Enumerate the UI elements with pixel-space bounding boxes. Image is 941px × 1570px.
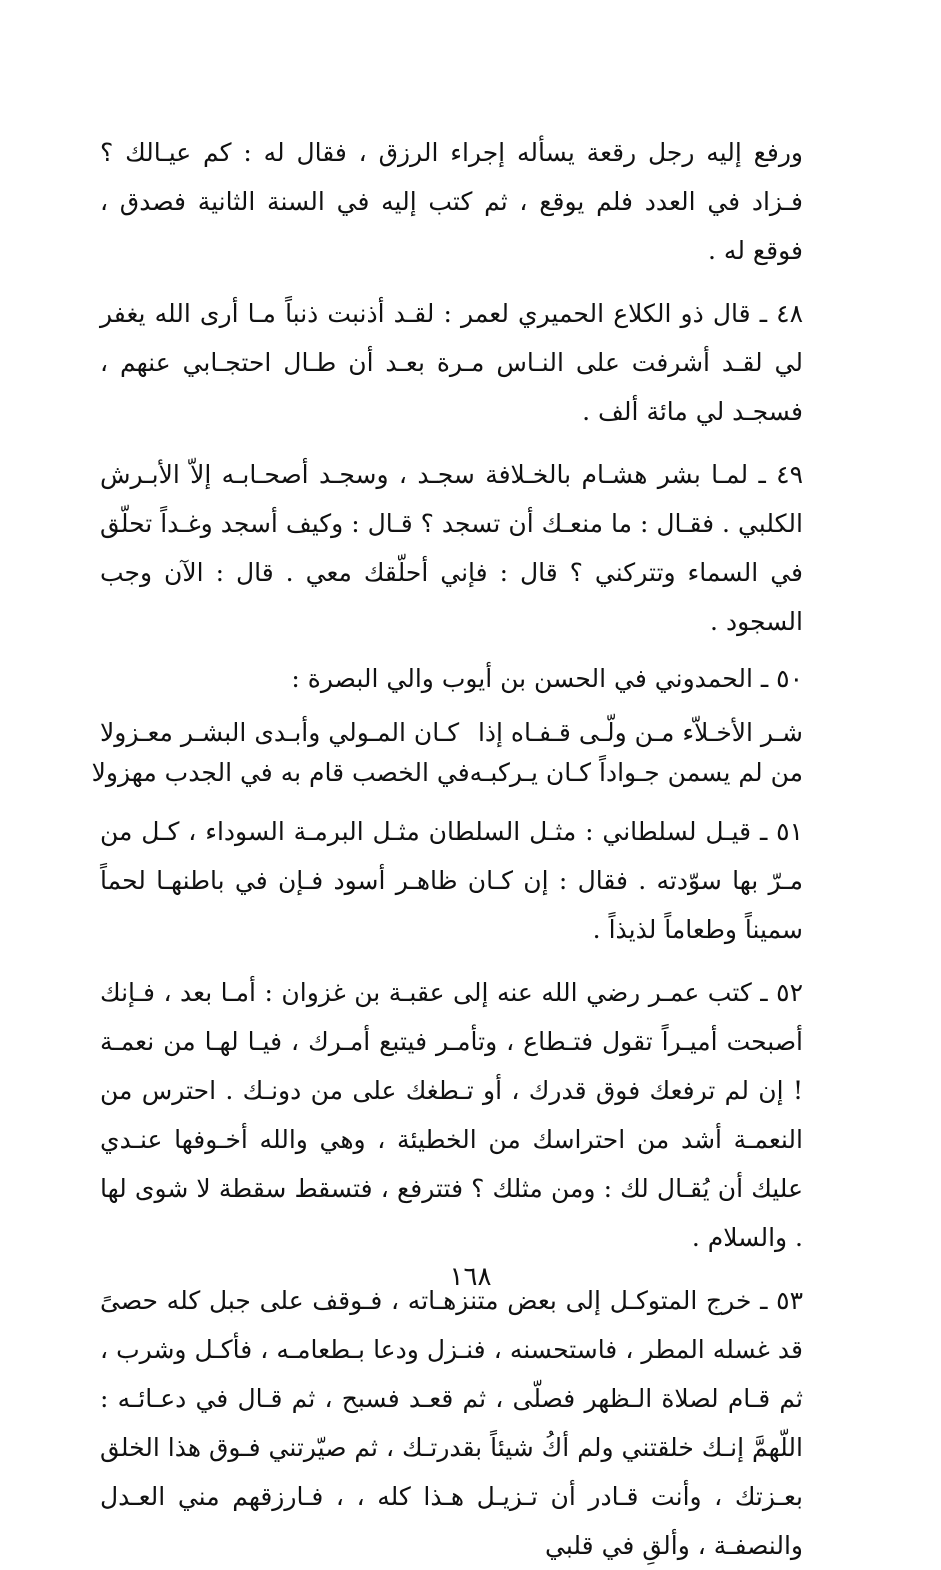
verse-2-first-hemistich: من لم يسمن جـواداً كـان يـركبـه — [469, 758, 803, 787]
page-number: ١٦٨ — [449, 1262, 492, 1292]
poem — [91, 713, 803, 793]
paragraph-request-anecdote: ورفع إليه رجل رقعة يسأله إجراء الرزق ، فقال له : كم عيـالك ؟ فـزاد في العدد فلم يوقع ، ثم كتب إليه في السنة الثانية فصدق ، فوقع له . — [100, 138, 803, 265]
page-body — [91, 128, 803, 1570]
paragraph-51: ٥١ ـ قيـل لسلطاني : مثـل السلطان مثـل البرمـة السوداء ، كـل من مـرّ بها سوّدته . فقال : إن كـان ظاهـر أسود فـإن في باطنهـا لحماً سميناً وطعاماً لذيذاً . — [100, 817, 803, 944]
verse-1-first-hemistich: شـر الأخـلاّء مـن ولّـى قـفـاه إذا — [477, 718, 803, 747]
poem-verse-2 — [91, 753, 803, 793]
poem-verse-1 — [100, 713, 803, 753]
paragraph-49: ٤٩ ـ لمـا بشر هشـام بالخـلافة سجـد ، وسجـد أصحـابـه إلاّ الأبـرش الكلبي . فقـال : ما منعـك أن تسجد ؟ قـال : وكيف أسجد وغـداً تحلّق في السماء وتتركني ؟ قال : فإني أحلّقك معي . قال : الآن وجب السجود . — [100, 460, 803, 636]
verse-2-second-hemistich: في الخصب قام به في الجدب مهزولا — [91, 758, 470, 787]
paragraph-48: ٤٨ ـ قال ذو الكلاع الحميري لعمر : لقـد أذنبت ذنباً مـا أرى الله يغفر لي لقـد أشرفت على النـاس مـرة بعـد أن طـال احتجـابي عنهم ، فسجـد لي مائة ألف . — [100, 299, 803, 426]
paragraph-53: ٥٣ ـ خرج المتوكـل إلى بعض متنزهـاته ، فـوقف على جبل كله حصىً قد غسله المطر ، فاستحسنه ، فنـزل ودعا بـطعامـه ، فأكـل وشرب ، ثم قـام لصلاة الـظهر فصلّى ، ثم قعـد فسبح ، ثم قـال في دعـائـه : اللّهمَّ إنـك خلقتني ولم أكُ شيئاً بقدرتـك ، ثم صيّرتني فـوق هذا الخلق بعـزتك ، وأنت قـادر أن تـزيـل هـذا كله ، ، فـارزقهم مني العـدل والنصفـة ، وألقِ في قلبي — [100, 1286, 803, 1560]
paragraph-50-intro: ٥٠ ـ الحمدوني في الحسن بن أيوب والي البصرة : — [291, 664, 803, 693]
verse-1-second-hemistich: كـان المـولي وأبـدى البشـر معـزولا — [100, 718, 460, 747]
paragraph-52: ٥٢ ـ كتب عمـر رضي الله عنه إلى عقبـة بن غزوان : أمـا بعد ، فـإنك أصبحت أميـراً تقول فتـطاع ، وتأمـر فيتبع أمـرك ، فيـا لهـا من نعمـة ! إن لم ترفعك فوق قدرك ، أو تـطغك على من دونـك . احترس من النعمـة أشد من احتراسك من الخطيئة ، وهي والله أخـوفها عنـدي عليك أن يُقـال لك : ومن مثلك ؟ فتترفع ، فتسقط سقطة لا شوى لها . والسلام . — [100, 978, 803, 1252]
